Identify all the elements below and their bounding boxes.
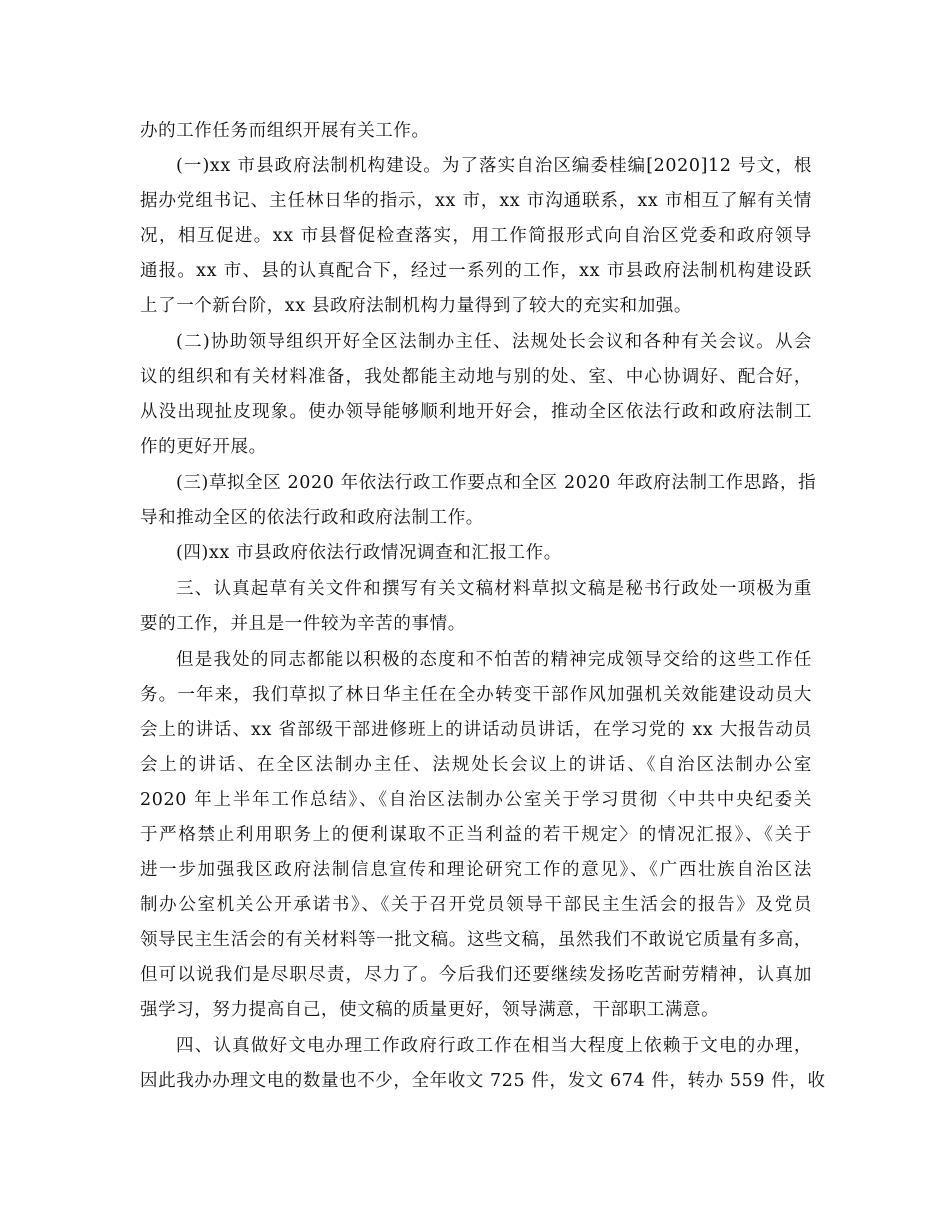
text-line: 议的组织和有关材料准备，我处都能主动地与别的处、室、中心协调好、配合好，	[140, 367, 812, 387]
text-line: 制办公室机关公开承诺书》、《关于召开党员领导干部民主生活会的报告》及党员	[140, 895, 812, 915]
text-line: (四)xx 市县政府依法行政情况调查和汇报工作。	[176, 543, 562, 563]
text-line: 强学习，努力提高自己，使文稿的质量更好，领导满意，干部职工满意。	[140, 1000, 720, 1020]
text-line: 但可以说我们是尽职尽责，尽力了。今后我们还要继续发扬吃苦耐劳精神，认真加	[140, 965, 812, 985]
text-line: 于严格禁止利用职务上的便利谋取不正当利益的若干规定〉的情况汇报》、《关于	[140, 825, 812, 845]
text-line: (一)xx 市县政府法制机构建设。为了落实自治区编委桂编[2020]12 号文，根	[176, 156, 812, 176]
text-line: 要的工作，并且是一件较为辛苦的事情。	[140, 614, 466, 634]
text-line: 上了一个新台阶，xx 县政府法制机构力量得到了较大的充实和加强。	[140, 296, 692, 316]
text-line: 三、认真起草有关文件和撰写有关文稿材料草拟文稿是秘书行政处一项极为重	[176, 579, 812, 599]
text-line: 导和推动全区的依法行政和政府法制工作。	[140, 508, 484, 528]
text-line: 从没出现扯皮现象。使办领导能够顺利地开好会，推动全区依法行政和政府法制工	[140, 402, 812, 422]
text-line: 2020 年上半年工作总结》、《自治区法制办公室关于学习贯彻〈中共中央纪委关	[140, 790, 812, 810]
text-line: 会上的讲话、在全区法制办主任、法规处长会议上的讲话、《自治区法制办公室	[140, 755, 812, 775]
text-line: 领导民主生活会的有关材料等一批文稿。这些文稿，虽然我们不敢说它质量有多高，	[140, 930, 812, 950]
text-line: 务。一年来，我们草拟了林日华主任在全办转变干部作风加强机关效能建设动员大	[140, 685, 812, 705]
text-line: (二)协助领导组织开好全区法制办主任、法规处长会议和各种有关会议。从会	[176, 332, 812, 352]
text-line: 办的工作任务而组织开展有关工作。	[140, 121, 430, 141]
text-line: (三)草拟全区 2020 年依法行政工作要点和全区 2020 年政府法制工作思路，指	[176, 473, 817, 493]
text-line: 会上的讲话、xx 省部级干部进修班上的讲话动员讲话，在学习党的 xx 大报告动员	[140, 720, 812, 740]
text-line: 通报。xx 市、县的认真配合下，经过一系列的工作，xx 市县政府法制机构建设跃	[140, 261, 812, 281]
text-line: 据办党组书记、主任林日华的指示，xx 市，xx 市沟通联系，xx 市相互了解有关情	[140, 191, 812, 211]
text-line: 作的更好开展。	[140, 437, 267, 457]
text-line: 因此我办办理文电的数量也不少，全年收文 725 件，发文 674 件，转办 559 件，收	[140, 1071, 826, 1091]
text-line: 四、认真做好文电办理工作政府行政工作在相当大程度上依赖于文电的办理，	[176, 1036, 812, 1056]
text-line: 但是我处的同志都能以积极的态度和不怕苦的精神完成领导交给的这些工作任	[176, 650, 812, 670]
text-line: 进一步加强我区政府法制信息宣传和理论研究工作的意见》、《广西壮族自治区法	[140, 860, 812, 880]
text-line: 况，相互促进。xx 市县督促检查落实，用工作简报形式向自治区党委和政府领导	[140, 226, 812, 246]
